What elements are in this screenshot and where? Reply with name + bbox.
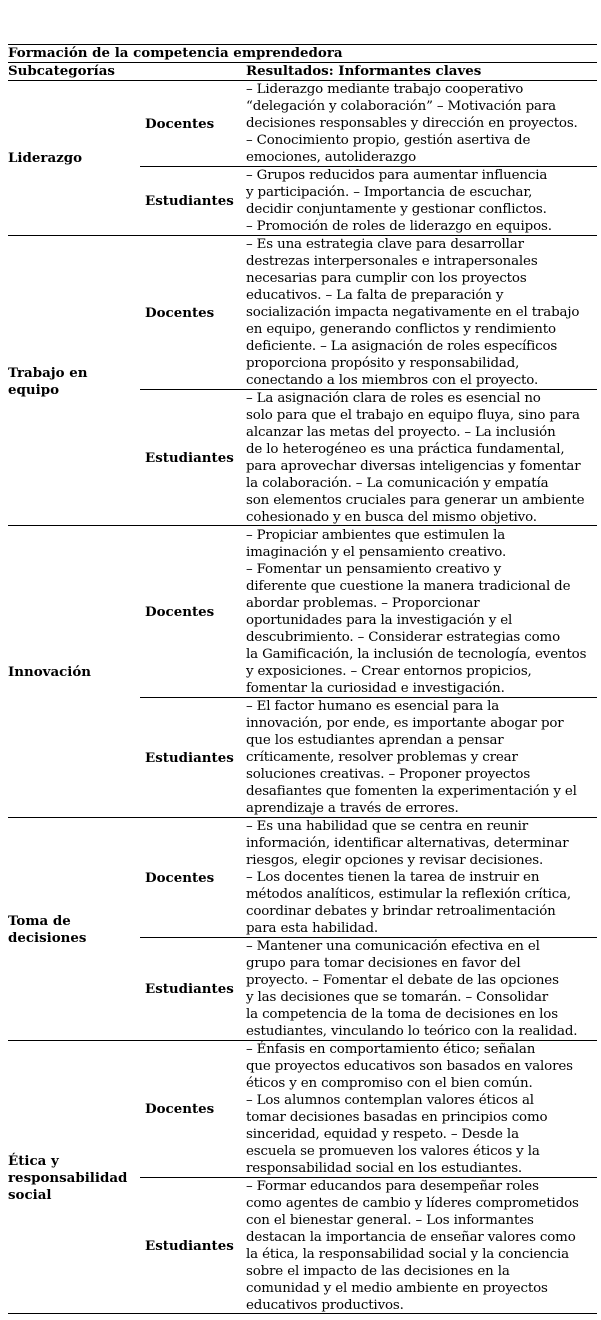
informant-label: Docentes <box>145 305 215 321</box>
results-cell <box>246 81 578 166</box>
result-line: para esta habilidad. <box>246 921 379 936</box>
informant-label: Docentes <box>145 1101 215 1117</box>
subcategory-label: social <box>8 1187 52 1203</box>
result-line: – Promoción de roles de liderazgo en equipos. <box>246 219 552 234</box>
result-line: proyecto. – Fomentar el debate de las opciones <box>246 973 559 988</box>
results-cell <box>246 236 579 389</box>
result-line: – Fomentar un pensamiento creativo y <box>246 562 502 577</box>
header-subcategorias: Subcategorías <box>8 63 115 79</box>
results-cell <box>246 390 584 526</box>
results-cell <box>246 698 577 817</box>
results-cell <box>246 1041 573 1177</box>
result-line: educativos productivos. <box>246 1298 404 1313</box>
result-line: decidir conjuntamente y gestionar conflictos. <box>246 202 547 217</box>
result-line: – Propiciar ambientes que estimulen la <box>246 528 506 543</box>
result-line: grupo para tomar decisiones en favor del <box>246 956 521 971</box>
results-cell <box>246 1178 579 1314</box>
informant-label: Docentes <box>145 870 215 886</box>
result-line: diferente que cuestione la manera tradicional de <box>246 579 571 594</box>
subcategory-label: Liderazgo <box>8 150 83 166</box>
result-line: fomentar la curiosidad e investigación. <box>246 681 505 696</box>
subcategory-label: decisiones <box>8 930 87 946</box>
result-line: descubrimiento. – Considerar estrategias como <box>246 630 560 645</box>
subcategory-label: Innovación <box>8 664 92 680</box>
result-line: desafiantes que fomenten la experimentación y el <box>246 784 577 799</box>
subcategory-label: responsabilidad <box>8 1170 128 1186</box>
results-cell <box>246 938 577 1040</box>
subcategory-label: Trabajo en <box>8 365 88 381</box>
result-line: imaginación y el pensamiento creativo. <box>246 545 507 560</box>
result-line: aprendizaje a través de errores. <box>246 801 459 816</box>
result-line: de lo heterogéneo es una práctica fundamental, <box>246 442 565 457</box>
result-line: que los estudiantes aprendan a pensar <box>246 733 504 748</box>
header-resultados: Resultados: Informantes claves <box>246 63 482 79</box>
subcategory-label: Toma de <box>8 913 71 929</box>
result-line: “delegación y colaboración” – Motivación para <box>246 99 556 114</box>
result-line: estudiantes, vinculando lo teórico con la realidad. <box>246 1024 578 1039</box>
table-bottom-rule <box>8 1313 597 1314</box>
informant-label: Estudiantes <box>145 450 234 466</box>
result-line: con el bienestar general. – Los informantes <box>246 1213 534 1228</box>
result-line: – Es una habilidad que se centra en reunir <box>246 819 529 834</box>
result-line: en equipo, generando conflictos y rendimiento <box>246 322 556 337</box>
results-cell <box>246 527 586 697</box>
result-line: destacan la importancia de enseñar valores como <box>246 1230 576 1245</box>
result-line: – Formar educandos para desempeñar roles <box>246 1179 539 1194</box>
result-line: alcanzar las metas del proyecto. – La inclusión <box>246 425 556 440</box>
result-line: responsabilidad social en los estudiantes. <box>246 1161 523 1176</box>
result-line: – Es una estrategia clave para desarrollar <box>246 237 524 252</box>
result-line: la Gamificación, la inclusión de tecnología, eventos <box>246 647 587 662</box>
result-line: riesgos, elegir opciones y revisar decisiones. <box>246 853 544 868</box>
result-line: la ética, la responsabilidad social y la conciencia <box>246 1247 569 1262</box>
informant-label: Estudiantes <box>145 193 234 209</box>
result-line: éticos y en compromiso con el bien común. <box>246 1076 533 1091</box>
result-line: – Énfasis en comportamiento ético; señalan <box>246 1042 536 1057</box>
informant-label: Estudiantes <box>145 981 234 997</box>
result-line: conectando a los miembros con el proyecto. <box>246 373 539 388</box>
result-line: sobre el impacto de las decisiones en la <box>246 1264 510 1279</box>
result-line: escuela se promueven los valores éticos y la <box>246 1144 540 1159</box>
result-line: decisiones responsables y dirección en proyectos. <box>246 116 578 131</box>
results-cell <box>246 818 571 937</box>
result-line: – Liderazgo mediante trabajo cooperativo <box>246 82 524 97</box>
result-line: y las decisiones que se tomarán. – Consolidar <box>246 990 549 1005</box>
result-line: sinceridad, equidad y respeto. – Desde la <box>246 1127 519 1142</box>
results-cell <box>246 167 552 235</box>
result-line: necesarias para cumplir con los proyectos <box>246 271 527 286</box>
result-line: innovación, por ende, es importante abogar por <box>246 716 564 731</box>
result-line: – Los alumnos contemplan valores éticos al <box>246 1093 534 1108</box>
informant-label: Estudiantes <box>145 1238 234 1254</box>
result-line: – La asignación clara de roles es esencial no <box>246 391 541 406</box>
result-line: abordar problemas. – Proporcionar <box>246 596 480 611</box>
result-line: comunidad y el medio ambiente en proyectos <box>246 1281 548 1296</box>
result-line: cohesionado y en busca del mismo objetivo. <box>246 510 537 525</box>
result-line: son elementos cruciales para generar un ambiente <box>246 493 585 508</box>
result-line: emociones, autoliderazgo <box>246 150 417 165</box>
informant-label: Docentes <box>145 116 215 132</box>
result-line: proporciona propósito y responsabilidad, <box>246 356 520 371</box>
result-line: – Mantener una comunicación efectiva en el <box>246 939 540 954</box>
subcategory-label: equipo <box>8 382 59 398</box>
result-line: socialización impacta negativamente en el trabajo <box>246 305 580 320</box>
result-line: deficiente. – La asignación de roles específicos <box>246 339 558 354</box>
result-line: como agentes de cambio y líderes comprometidos <box>246 1196 579 1211</box>
subcategory-label: Ética y <box>8 1153 59 1169</box>
result-line: información, identificar alternativas, determinar <box>246 836 569 851</box>
result-line: que proyectos educativos son basados en valores <box>246 1059 573 1074</box>
result-line: – Grupos reducidos para aumentar influencia <box>246 168 548 183</box>
table-title: Formación de la competencia emprendedora <box>8 45 343 61</box>
result-line: solo para que el trabajo en equipo fluya, sino para <box>246 408 580 423</box>
result-line: la colaboración. – La comunicación y empatía <box>246 476 549 491</box>
result-line: métodos analíticos, estimular la reflexión crítica, <box>246 887 572 902</box>
result-line: educativos. – La falta de preparación y <box>246 288 504 303</box>
result-line: – Conocimiento propio, gestión asertiva de <box>246 133 531 148</box>
informant-label: Estudiantes <box>145 750 234 766</box>
result-line: la competencia de la toma de decisiones en los <box>246 1007 558 1022</box>
result-line: y exposiciones. – Crear entornos propicios, <box>246 664 532 679</box>
result-line: soluciones creativas. – Proponer proyectos <box>246 767 531 782</box>
result-line: oportunidades para la investigación y el <box>246 613 513 628</box>
result-line: críticamente, resolver problemas y crear <box>246 750 518 765</box>
result-line: para aprovechar diversas inteligencias y fomentar <box>246 459 581 474</box>
result-line: coordinar debates y brindar retroalimentación <box>246 904 556 919</box>
result-line: – Los docentes tienen la tarea de instruir en <box>246 870 540 885</box>
result-line: tomar decisiones basadas en principios como <box>246 1110 548 1125</box>
result-line: – El factor humano es esencial para la <box>246 699 500 714</box>
category-rule <box>8 525 597 526</box>
result-line: destrezas interpersonales e intrapersonales <box>246 254 538 269</box>
informant-label: Docentes <box>145 604 215 620</box>
result-line: y participación. – Importancia de escuchar, <box>246 185 533 200</box>
